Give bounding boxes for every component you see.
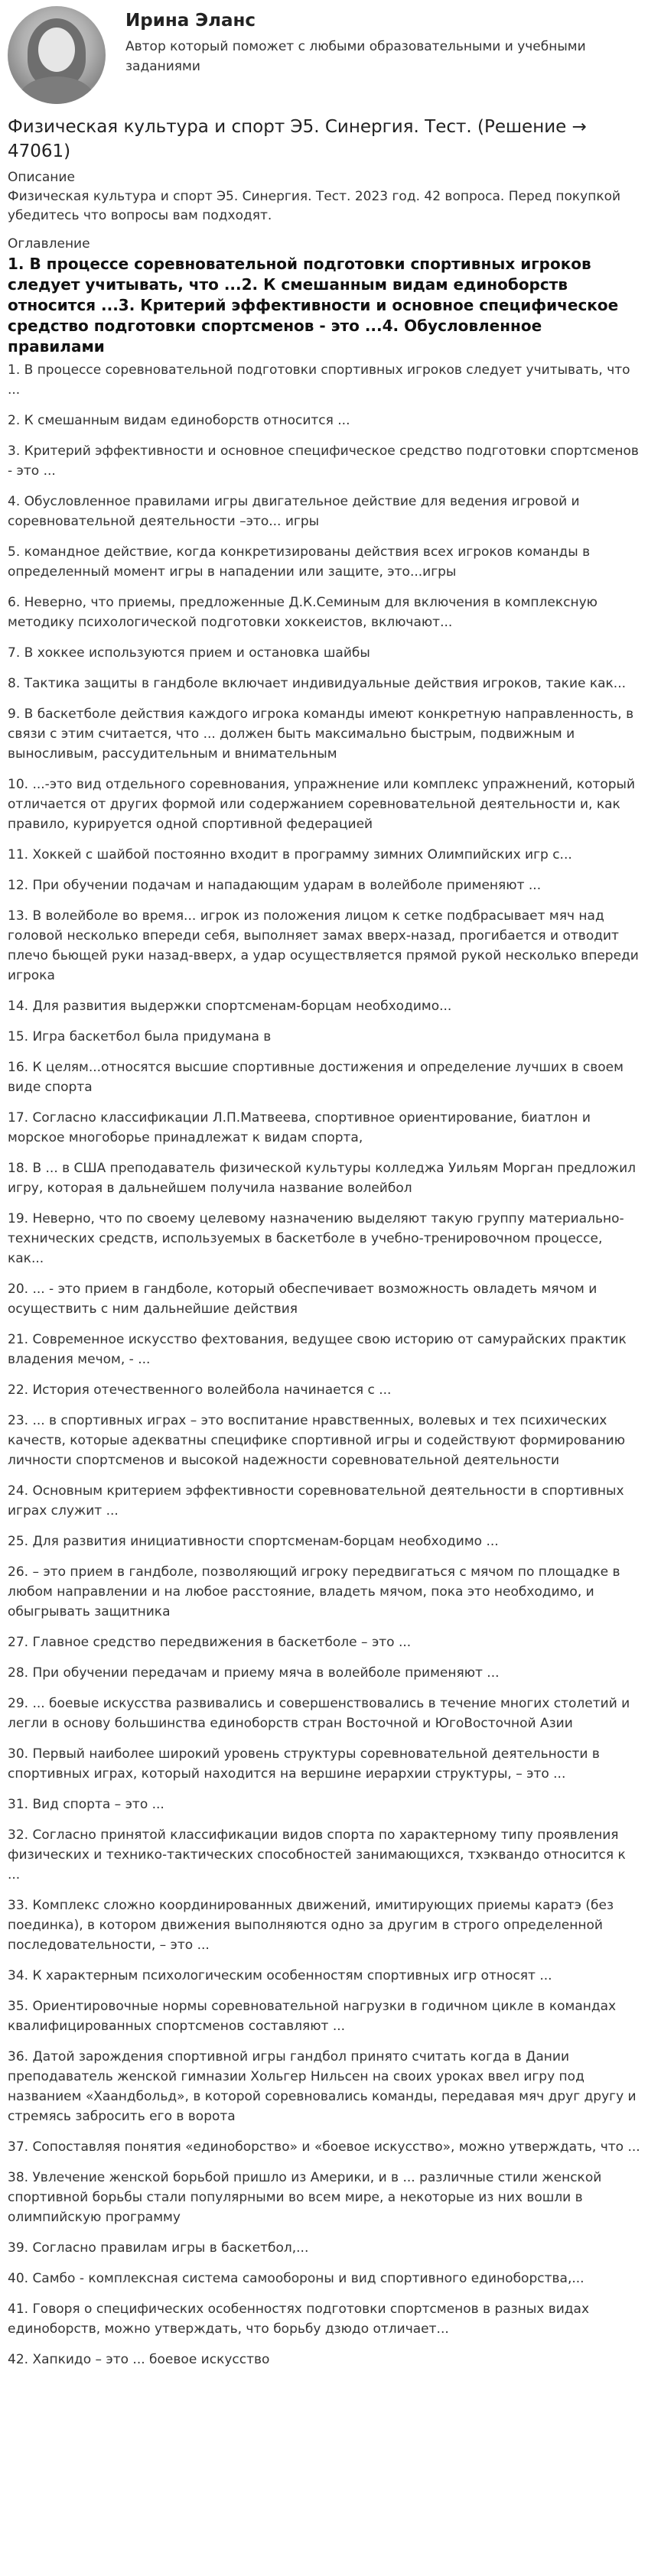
description-label: Описание — [8, 170, 75, 185]
question-item: 8. Тактика защиты в гандболе включает индивидуальные действия игроков, такие как... — [8, 676, 627, 691]
question-item: 20. ... - это прием в гандболе, который обеспечивает возможность овладеть мячом и осуществить с ним дальнейшие действия — [8, 1282, 598, 1317]
toc-summary: 1. В процессе соревновательной подготовки спортивных игроков следует учитывать, что ...2. К смешанным видам единоборств относится ...3. Критерий эффективности и основное специфическое средство подготовки спортсменов - это ...4. Обусловленное правилами — [8, 255, 619, 356]
question-item: 13. В волейболе во время... игрок из положения лицом к сетке подбрасывает мяч над головой несколько впереди себя, выполняет замах вверх-назад, прогибается и отводит плечо бьющей руки назад-вверх, а удар осуществляется прямой рукой несколько впереди игрока — [8, 908, 639, 983]
question-item: 41. Говоря о специфических особенностях подготовки спортсменов в разных видах единоборств, можно утверждать, что борьбу дзюдо отличает... — [8, 2302, 590, 2337]
question-item: 38. Увлечение женской борьбой пришло из Америки, и в ... различные стили женской спортивной борьбы стали популярными во всем мире, а некоторые из них вошли в олимпийскую программу — [8, 2170, 602, 2225]
question-item: 5. командное действие, когда конкретизированы действия всех игроков команды в определенный момент игры в нападении или защите, это...игры — [8, 544, 591, 580]
question-item: 10. ...-это вид отдельного соревнования, упражнение или комплекс упражнений, который отличается от других формой или содержанием соревновательной деятельности и, как правило, курируется одной спортивной федерацией — [8, 777, 636, 832]
question-item: 1. В процессе соревновательной подготовки спортивных игроков следует учитывать, что ... — [8, 362, 630, 398]
avatar[interactable] — [8, 6, 106, 104]
page-title: Физическая культура и спорт Э5. Синергия. Тест. (Решение → 47061) — [8, 117, 587, 161]
question-item: 14. Для развития выдержки спортсменам-борцам необходимо... — [8, 999, 452, 1014]
question-item: 40. Самбо - комплексная система самообороны и вид спортивного единоборства,... — [8, 2271, 585, 2286]
question-item: 26. – это прием в гандболе, позволяющий игроку передвигаться с мячом по площадке в любом направлении и на любое расстояние, владеть мячом, пока это необходимо, и обыгрывать защитника — [8, 1564, 620, 1619]
question-item: 15. Игра баскетбол была придумана в — [8, 1029, 272, 1044]
question-item: 23. ... в спортивных играх – это воспитание нравственных, волевых и тех психических качеств, которые адекватны специфике спортивной игры и содействуют формированию личности спортсменов и высокой надежности соревновательной деятельности — [8, 1413, 626, 1468]
question-item: 28. При обучении передачам и приему мяча в волейболе применяют ... — [8, 1665, 500, 1681]
question-item: 4. Обусловленное правилами игры двигательное действие для ведения игровой и соревновательной деятельности –это... игры — [8, 494, 580, 529]
question-item: 34. К характерным психологическим особенностям спортивных игр относят ... — [8, 1968, 552, 1983]
question-item: 30. Первый наиболее широкий уровень структуры соревновательной деятельности в спортивных играх, который находится на вершине иерархии структуры, – это ... — [8, 1746, 600, 1782]
question-item: 29. ... боевые искусства развивались и совершенствовались в течение многих столетий и легли в основу большинства единоборств стран Восточной и ЮгоВосточной Азии — [8, 1696, 630, 1731]
question-item: 18. В ... в США преподаватель физической культуры колледжа Уильям Морган предложил игру, которая в дальнейшем получила название волейбол — [8, 1161, 637, 1196]
question-item: 12. При обучении подачам и нападающим ударам в волейболе применяют ... — [8, 878, 542, 893]
question-item: 22. История отечественного волейбола начинается с ... — [8, 1382, 392, 1398]
question-item: 3. Критерий эффективности и основное специфическое средство подготовки спортсменов - это ... — [8, 443, 639, 479]
question-item: 9. В баскетболе действия каждого игрока команды имеют конкретную направленность, в связи с этим считается, что ... должен быть максимально быстрым, подвижным и выносливым, рассудительным и внимательным — [8, 707, 634, 762]
question-item: 7. В хоккее используются прием и остановка шайбы — [8, 645, 370, 661]
author-description: Автор который поможет с любыми образовательными и учебными заданиями — [125, 39, 586, 74]
question-list — [8, 360, 640, 2370]
question-item: 36. Датой зарождения спортивной игры гандбол принято считать когда в Дании преподаватель женской гимназии Хольгер Нильсен на своих уроках ввел игру под названием «Хаандбольд», в которой соревновались команды, передавая мяч друг другу и стремясь забросить его в ворота — [8, 2049, 637, 2124]
question-item: 33. Комплекс сложно координированных движений, имитирующих приемы каратэ (без поединка), в котором движения выполняются одно за другим в строго определенной последовательности, – это ... — [8, 1898, 614, 1953]
question-item: 31. Вид спорта – это ... — [8, 1797, 164, 1812]
question-item: 19. Неверно, что по своему целевому назначению выделяют такую группу материально-технических средств, используемых в баскетболе в учебно-тренировочном процессе, как... — [8, 1211, 624, 1266]
question-item: 37. Сопоставляя понятия «единоборство» и «боевое искусство», можно утверждать, что ... — [8, 2139, 640, 2155]
question-item: 11. Хоккей с шайбой постоянно входит в программу зимних Олимпийских игр с... — [8, 847, 572, 862]
question-item: 25. Для развития инициативности спортсменам-борцам необходимо ... — [8, 1534, 499, 1549]
question-item: 2. К смешанным видам единоборств относится ... — [8, 413, 350, 428]
toc-label: Оглавление — [8, 236, 90, 252]
question-item: 17. Согласно классификации Л.П.Матвеева, спортивное ориентирование, биатлон и морское многоборье принадлежат к видам спорта, — [8, 1110, 591, 1145]
author-header — [8, 6, 640, 104]
author-name[interactable]: Ирина Эланс — [125, 11, 256, 31]
description-text: Физическая культура и спорт Э5. Синергия. Тест. 2023 год. 42 вопроса. Перед покупкой убедитесь что вопросы вам подходят. — [8, 189, 621, 223]
question-item: 32. Согласно принятой классификации видов спорта по характерному типу проявления физических и технико-тактических способностей занимающихся, тхэквандо относится к ... — [8, 1827, 626, 1882]
question-item: 39. Согласно правилам игры в баскетбол,... — [8, 2240, 309, 2256]
author-info — [125, 6, 615, 76]
question-item: 35. Ориентировочные нормы соревновательной нагрузки в годичном цикле в командах квалифицированных спортсменов составляют ... — [8, 1999, 617, 2034]
question-item: 6. Неверно, что приемы, предложенные Д.К.Семиным для включения в комплексную методику психологической подготовки хоккеистов, включают... — [8, 595, 598, 630]
question-item: 42. Хапкидо – это ... боевое искусство — [8, 2352, 270, 2367]
question-item: 27. Главное средство передвижения в баскетболе – это ... — [8, 1635, 412, 1650]
question-item: 24. Основным критерием эффективности соревновательной деятельности в спортивных играх служит ... — [8, 1483, 624, 1519]
question-item: 21. Современное искусство фехтования, ведущее свою историю от самурайских практик владения мечом, - ... — [8, 1332, 627, 1367]
question-item: 16. К целям...относятся высшие спортивные достижения и определение лучших в своем виде спорта — [8, 1060, 624, 1095]
